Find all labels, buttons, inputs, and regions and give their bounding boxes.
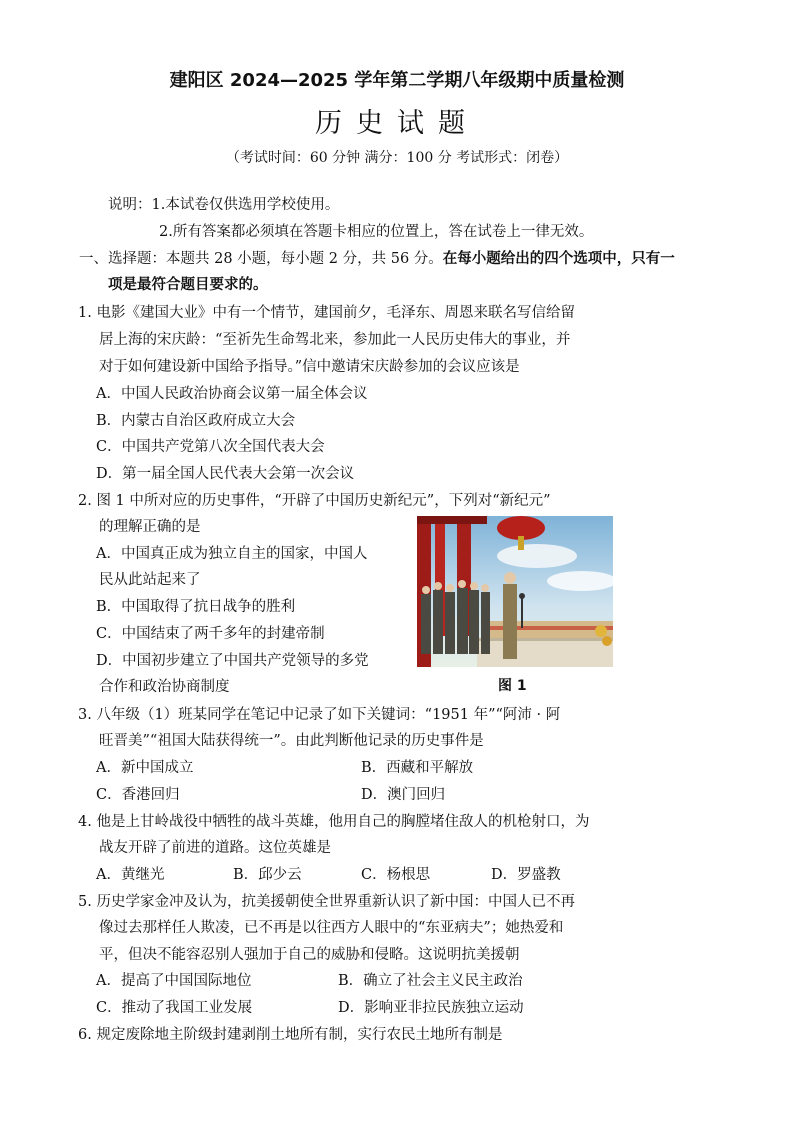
q3-option-b: B．西藏和平解放	[361, 760, 474, 776]
q1-option-a: A．中国人民政治协商会议第一届全体会议	[96, 386, 368, 402]
q2-option-b: B．中国取得了抗日战争的胜利	[96, 599, 296, 615]
q3-option-d: D．澳门回归	[361, 787, 446, 803]
section-heading-part2: 在每小题给出的四个选项中，只有一	[442, 250, 675, 267]
q1-stem-line-3: 对于如何建设新中国给予指导。”信中邀请宋庆龄参加的会议应该是	[99, 359, 520, 375]
q3-stem-line-1: 3. 八年级（1）班某同学在笔记中记录了如下关键词：“1951 年”“阿沛 · 阿	[78, 707, 561, 723]
q4-stem-line-1: 4. 他是上甘岭战役中牺牲的战斗英雄，他用自己的胸膛堵住敌人的机枪射口，为	[78, 814, 590, 830]
q6-stem-line-1: 6. 规定废除地主阶级封建剥削土地所有制，实行农民土地所有制是	[78, 1027, 503, 1043]
exam-info: （考试时间：60 分钟 满分：100 分 考试形式：闭卷）	[225, 150, 569, 166]
founding-ceremony-painting	[417, 516, 613, 667]
q4-option-d: D．罗盛教	[491, 867, 561, 883]
q1-option-d: D．第一届全国人民代表大会第一次会议	[96, 466, 355, 482]
q2-option-c: C．中国结束了两千多年的封建帝制	[96, 626, 325, 642]
note-line-2: 2.所有答案都必须填在答题卡相应的位置上，答在试卷上一律无效。	[159, 224, 594, 240]
q2-option-d-line-2: 合作和政治协商制度	[99, 679, 230, 695]
q3-stem-line-2: 旺晋美”“祖国大陆获得统一”。由此判断他记录的历史事件是	[99, 733, 484, 749]
q1-stem-line-2: 居上海的宋庆龄：“至祈先生命驾北来，参加此一人民历史伟大的事业，并	[99, 332, 571, 348]
q5-stem-line-1: 5. 历史学家金冲及认为，抗美援朝使全世界重新认识了新中国：中国人已不再	[78, 894, 575, 910]
q5-option-b: B．确立了社会主义民主政治	[338, 973, 523, 989]
q3-option-c: C．香港回归	[96, 787, 180, 803]
subject-title: 历史试题	[315, 108, 479, 139]
q2-stem-line-2: 的理解正确的是	[99, 519, 201, 535]
q5-option-c: C．推动了我国工业发展	[96, 1000, 253, 1016]
q5-stem-line-2: 像过去那样任人欺凌，已不再是以往西方人眼中的“东亚病夫”；她热爱和	[99, 920, 564, 936]
q4-stem-line-2: 战友开辟了前进的道路。这位英雄是	[99, 840, 331, 856]
q1-stem-line-1: 1. 电影《建国大业》中有一个情节，建国前夕，毛泽东、周恩来联名写信给留	[78, 305, 575, 321]
section-heading-line-2: 项是最符合题目要求的。	[108, 276, 268, 293]
q1-option-b: B．内蒙古自治区政府成立大会	[96, 413, 296, 429]
section-heading-part1: 一、选择题：本题共 28 小题，每小题 2 分，共 56 分。	[79, 251, 443, 267]
q4-option-a: A．黄继光	[96, 867, 165, 883]
exam-title: 建阳区 2024—2025 学年第二学期八年级期中质量检测	[169, 70, 625, 91]
q2-option-a-line-2: 民从此站起来了	[99, 572, 201, 588]
q4-option-b: B．邱少云	[233, 867, 302, 883]
q3-option-a: A．新中国成立	[96, 760, 194, 776]
q2-stem-line-1: 2. 图 1 中所对应的历史事件，“开辟了中国历史新纪元”，下列对“新纪元”	[78, 493, 551, 509]
q4-option-c: C．杨根思	[361, 867, 431, 883]
note-line-1: 说明：1.本试卷仅供选用学校使用。	[108, 197, 340, 213]
figure-caption: 图 1	[498, 678, 527, 694]
q2-option-a-line-1: A．中国真正成为独立自主的国家，中国人	[96, 546, 368, 562]
q1-option-c: C．中国共产党第八次全国代表大会	[96, 439, 325, 455]
q5-stem-line-3: 平，但决不能容忍别人强加于自己的威胁和侵略。这说明抗美援朝	[99, 947, 520, 963]
section-heading	[79, 249, 675, 269]
q2-option-d-line-1: D．中国初步建立了中国共产党领导的多党	[96, 653, 369, 669]
q5-option-a: A．提高了中国国际地位	[96, 973, 252, 989]
q5-option-d: D．影响亚非拉民族独立运动	[338, 1000, 524, 1016]
